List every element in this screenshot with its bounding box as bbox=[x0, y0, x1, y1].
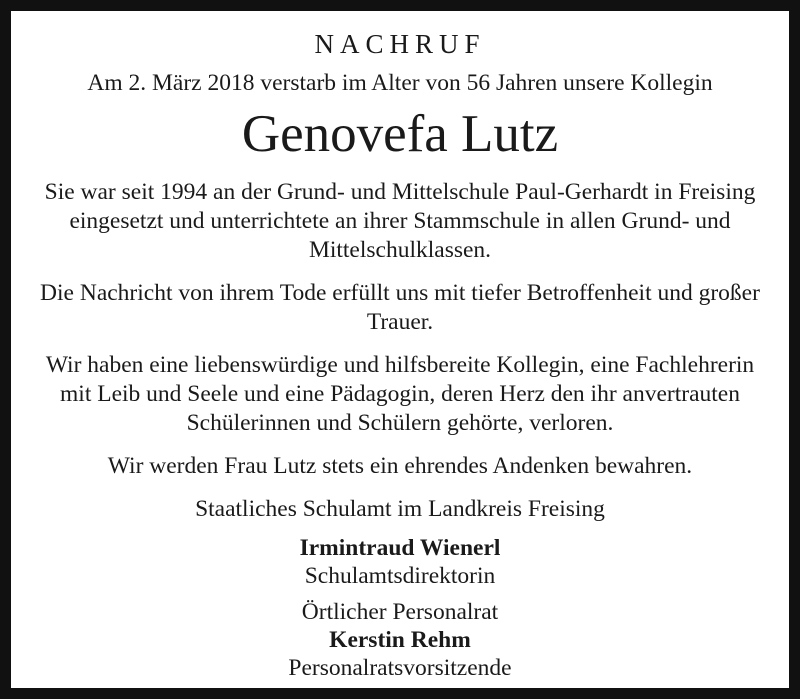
signatory-title-2: Personalratsvorsitzende bbox=[288, 655, 512, 682]
notice-paragraph-2: Die Nachricht von ihrem Tode erfüllt uns mit tiefer Betroffenheit und großer Trauer. bbox=[40, 280, 760, 335]
issuing-office: Staatliches Schulamt im Landkreis Freising bbox=[195, 496, 605, 523]
signatory-title-1: Schulamtsdirektorin bbox=[304, 562, 496, 589]
notice-paragraph-4: Wir werden Frau Lutz stets ein ehrendes Andenken bewahren. bbox=[107, 452, 693, 479]
signatory-name-2: Kerstin Rehm bbox=[329, 627, 471, 654]
notice-paragraph-3: Wir haben eine liebenswürdige und hilfsbereite Kollegin, eine Fachlehrerin mit Leib und Seele und eine Pädagogin, deren Herz den ihr anvertrauten Schülerinnen und Schülern gehörte, verloren. bbox=[45, 351, 755, 436]
signatory-role-2: Örtlicher Personalrat bbox=[301, 598, 499, 625]
notice-heading: NACHRUF bbox=[314, 29, 486, 59]
signature-block-1 bbox=[300, 534, 501, 590]
notice-paragraph-1: Sie war seit 1994 an der Grund- und Mittelschule Paul-Gerhardt in Freising eingesetzt und unterrichtete an ihrer Stammschule in allen Grund- und Mittelschulklassen. bbox=[44, 179, 756, 264]
signature-block-2 bbox=[288, 598, 511, 683]
notice-intro-text: Am 2. März 2018 verstarb im Alter von 56 Jahren unsere Kollegin bbox=[87, 70, 713, 96]
signatory-name-1: Irmintraud Wienerl bbox=[299, 534, 501, 561]
deceased-name: Genovefa Lutz bbox=[241, 105, 559, 164]
